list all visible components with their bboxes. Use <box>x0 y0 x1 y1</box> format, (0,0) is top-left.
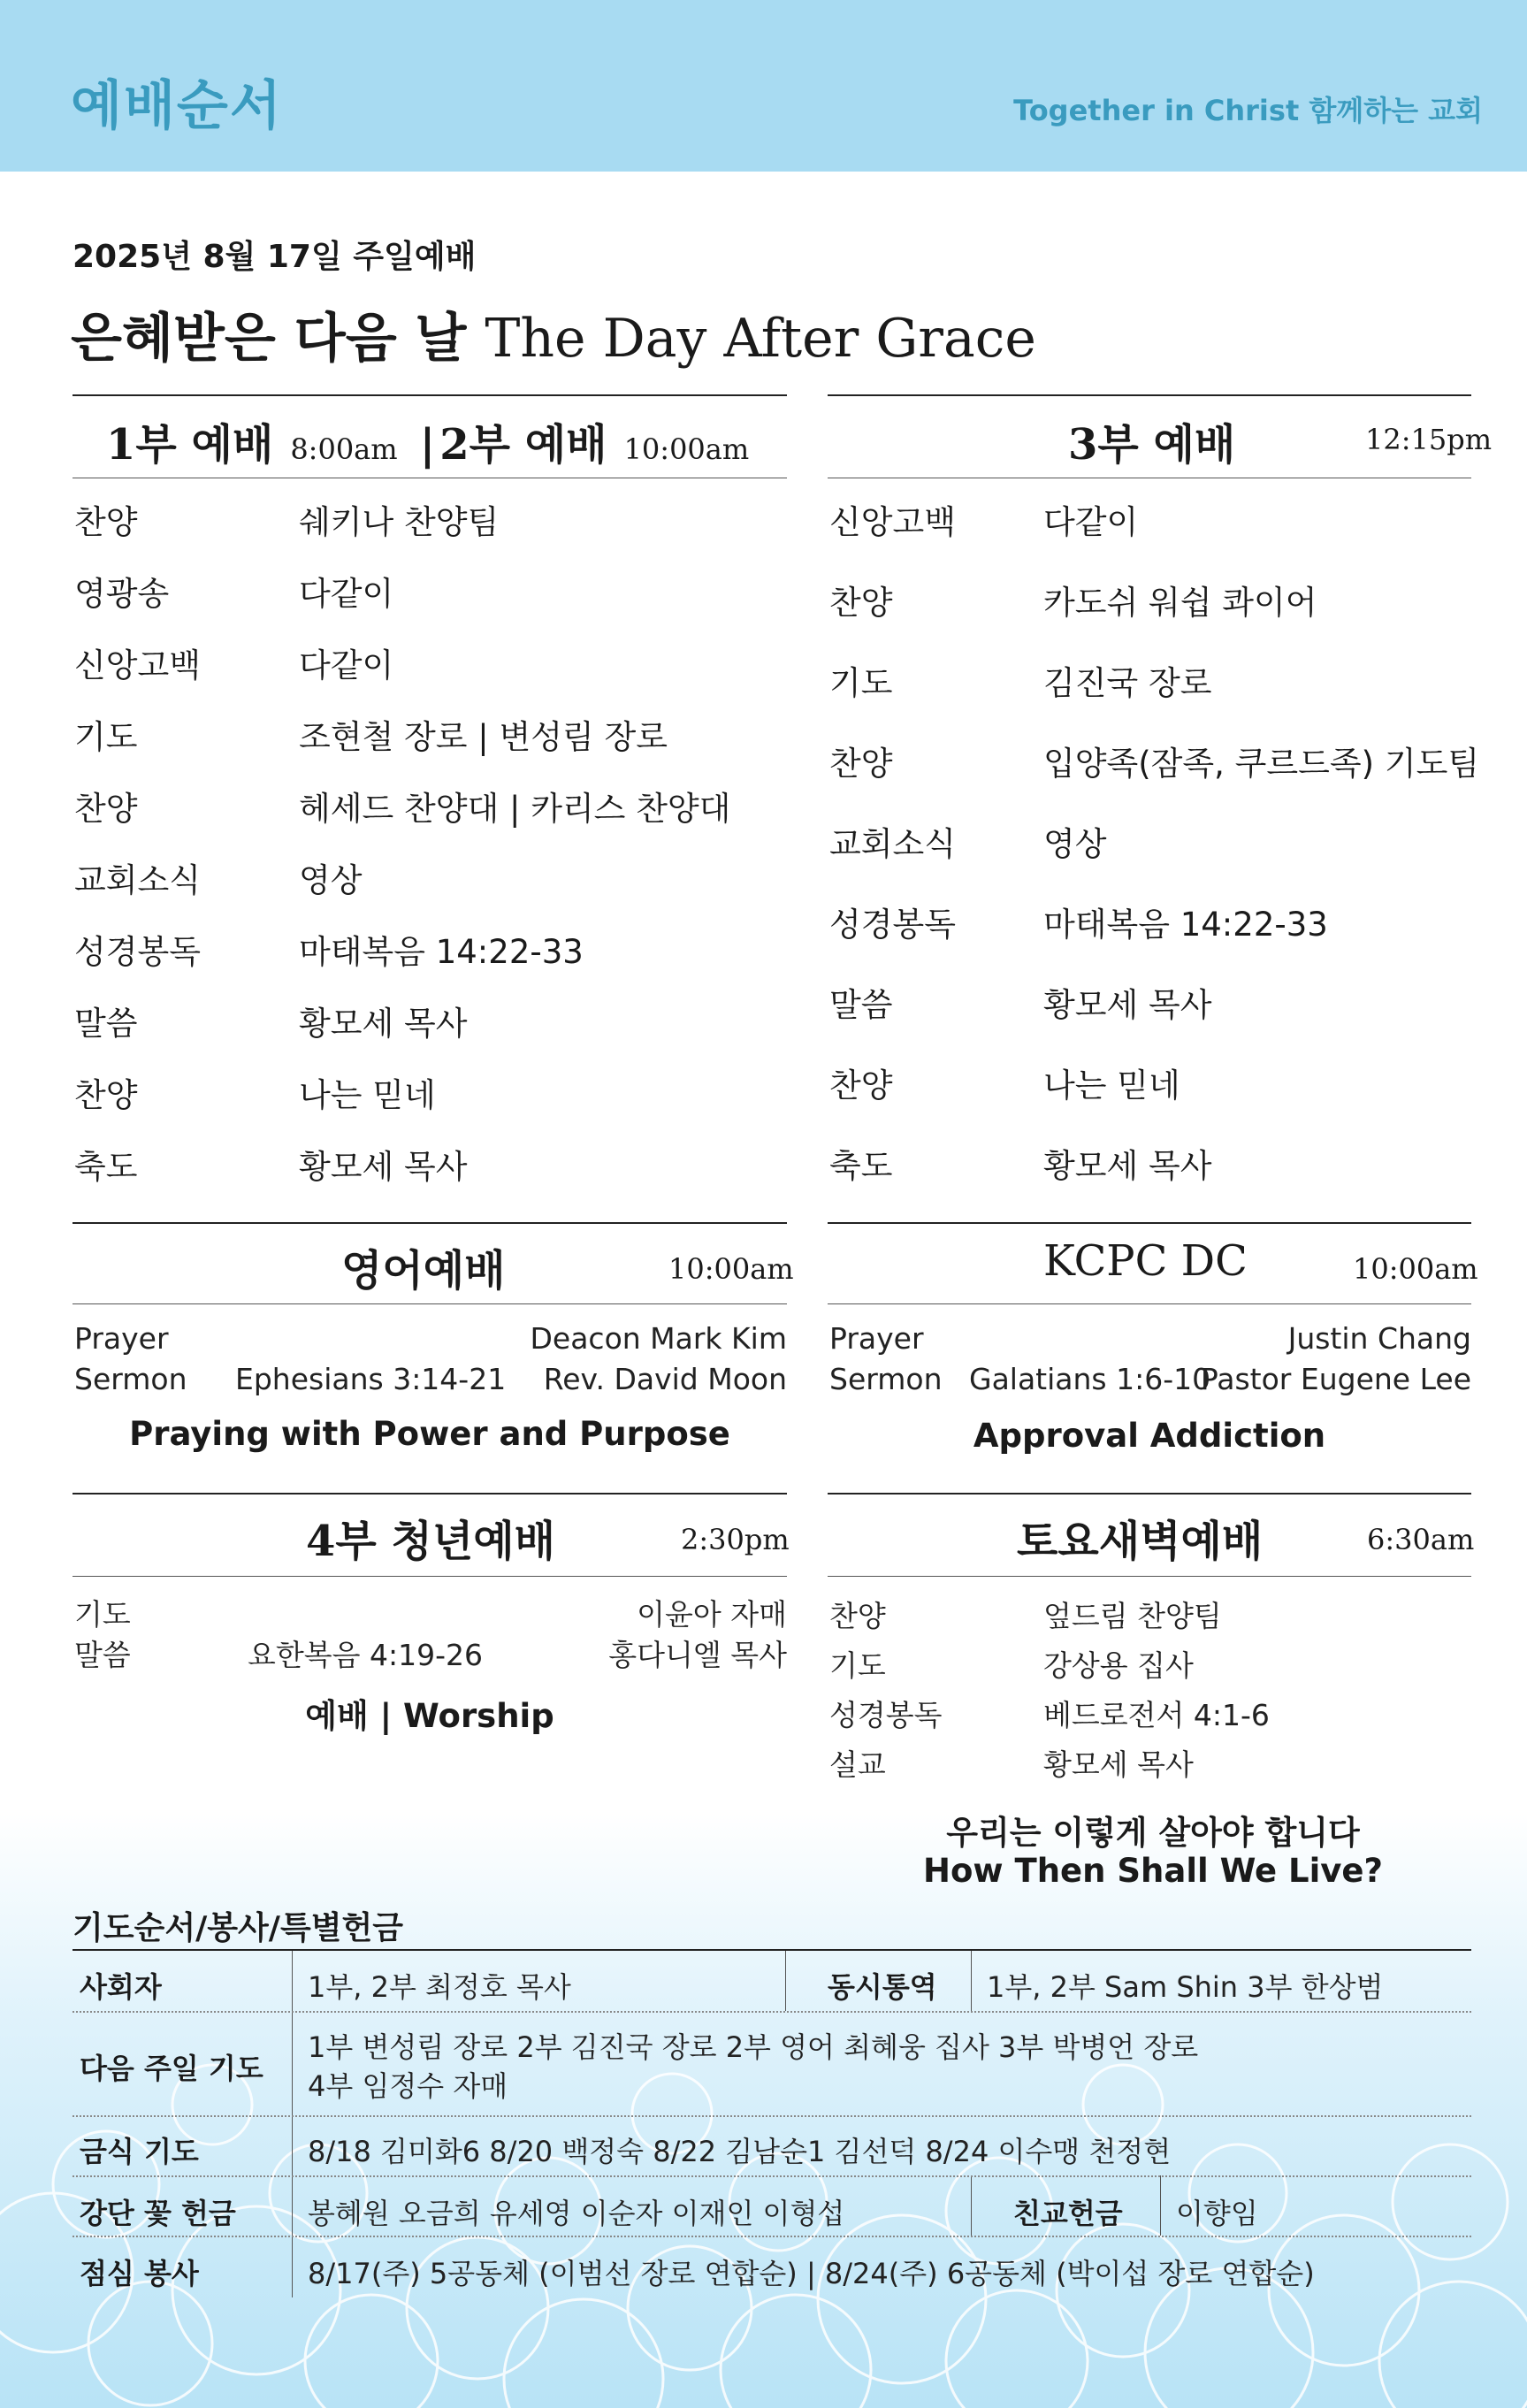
section-time: 8:00am <box>290 432 398 466</box>
section-separator: | <box>419 420 436 470</box>
section-name: 3부 예배 <box>1068 420 1236 470</box>
divider <box>828 1303 1471 1304</box>
item-label: 교회소식 <box>74 861 201 899</box>
header-tagline: Together in Christ 함께하는 교회 <box>1013 94 1483 127</box>
item-label: 찬양 <box>829 1599 886 1633</box>
row-divider <box>73 2011 1471 2013</box>
item-value: 조현철 장로 | 변성림 장로 <box>299 718 668 756</box>
lunch-service-label: 점심 봉사 <box>80 2257 199 2290</box>
table-top-rule <box>73 1949 1471 1951</box>
next-prayer-line1: 1부 변성림 장로 2부 김진국 장로 2부 영어 최혜웅 집사 3부 박병언 장로 <box>308 2030 1199 2064</box>
item-label: 교회소식 <box>829 825 956 863</box>
item-value: 마태복음 14:22-33 <box>299 933 584 971</box>
prayer-row <box>829 1321 1471 1357</box>
item-value: 나는 믿네 <box>299 1076 436 1114</box>
sermon-row <box>74 1362 787 1397</box>
divider <box>73 1576 787 1577</box>
altar-flower-value: 봉혜원 오금희 유세영 이순자 이재인 이형섭 <box>308 2197 845 2230</box>
item-label: 찬양 <box>829 1066 893 1105</box>
item-value: 다같이 <box>1043 503 1139 541</box>
row-divider <box>73 2175 1471 2177</box>
item-label: 성경봉독 <box>829 906 956 944</box>
table-column-divider <box>785 1951 786 2011</box>
next-prayer-line2: 4부 임정수 자매 <box>308 2069 508 2103</box>
section-name: 2부 예배 <box>439 420 607 470</box>
sermon-passage: Ephesians 3:14-21 <box>235 1362 507 1396</box>
assignments-title: 기도순서/봉사/특별헌금 <box>73 1910 404 1946</box>
item-label: 성경봉독 <box>829 1698 943 1732</box>
item-label: 성경봉독 <box>74 933 201 971</box>
item-label: 찬양 <box>829 584 893 622</box>
interpretation-label: 동시통역 <box>828 1970 937 2004</box>
service-date: 2025년 8월 17일 주일예배 <box>73 239 477 275</box>
item-label: 축도 <box>74 1148 138 1186</box>
item-label: 신앙고백 <box>74 646 201 684</box>
divider <box>828 1493 1471 1494</box>
section-time: 10:00am <box>1353 1252 1478 1286</box>
sermon-title <box>71 296 1036 372</box>
page-title: 예배순서 <box>71 75 283 137</box>
section-time-kcpc <box>1353 1252 1478 1286</box>
row-divider <box>73 2115 1471 2117</box>
item-value: 황모세 목사 <box>299 1005 468 1043</box>
section-name: 영어예배 <box>341 1246 506 1296</box>
fellowship-offering-value: 이향임 <box>1176 2197 1258 2230</box>
section-time-saturday <box>1367 1523 1474 1556</box>
section-time: 12:15pm <box>1365 423 1493 456</box>
row-value: Deacon Mark Kim <box>530 1321 787 1356</box>
host-label: 사회자 <box>80 1970 162 2004</box>
item-value: 영상 <box>1043 825 1107 863</box>
interpretation-value: 1부, 2부 Sam Shin 3부 한상범 <box>987 1970 1384 2004</box>
sermon-row <box>74 1632 787 1672</box>
section-time: 2:30pm <box>681 1523 790 1556</box>
item-value: 다같이 <box>299 646 394 684</box>
section-name: 토요새벽예배 <box>1017 1517 1264 1566</box>
section-time: 6:30am <box>1367 1523 1475 1556</box>
sermon-preacher: Pastor Eugene Lee <box>1200 1362 1471 1396</box>
sermon-row <box>829 1362 1471 1397</box>
item-value: 입양족(잠족, 쿠르드족) 기도팀 <box>1043 745 1480 783</box>
item-value: 나는 믿네 <box>1043 1066 1180 1105</box>
row-value: Justin Chang <box>1287 1321 1471 1356</box>
item-label: 기도 <box>829 664 893 702</box>
section-time: 10:00am <box>623 432 750 466</box>
sermon-title-english: The Day After Grace <box>485 308 1036 370</box>
section-header-kcpc <box>1043 1236 1248 1286</box>
divider <box>73 394 787 396</box>
row-label: 말씀 <box>74 1638 131 1672</box>
prayer-row <box>74 1321 787 1357</box>
item-label: 찬양 <box>74 503 138 541</box>
section-name: KCPC DC <box>1043 1236 1248 1286</box>
divider <box>828 1576 1471 1577</box>
next-prayer-label: 다음 주일 기도 <box>80 2052 263 2085</box>
fasting-prayer-value: 8/18 김미화6 8/20 백정숙 8/22 김남순1 김선덕 8/24 이수맹 천정현 <box>308 2135 1172 2168</box>
section-name: 4부 청년예배 <box>306 1517 555 1566</box>
item-value: 황모세 목사 <box>299 1148 468 1186</box>
item-value: 강상용 집사 <box>1043 1648 1194 1683</box>
fellowship-offering-label: 친교헌금 <box>1013 2197 1123 2230</box>
table-column-divider <box>1160 2175 1161 2236</box>
sermon-passage: 요한복음 4:19-26 <box>248 1638 484 1672</box>
section-header-saturday <box>1017 1507 1263 1568</box>
section-header-3 <box>1068 410 1235 471</box>
item-value: 김진국 장로 <box>1043 664 1212 702</box>
sermon-theme: Approval Addiction <box>973 1417 1326 1455</box>
item-label: 기도 <box>74 718 138 756</box>
section-name: 1부 예배 <box>106 420 274 470</box>
item-label: 영광송 <box>74 575 170 613</box>
row-label: 기도 <box>74 1597 131 1632</box>
sermon-theme: 예배 | Worship <box>305 1697 554 1735</box>
section-header-english <box>341 1236 505 1297</box>
bubble-pattern <box>0 1813 1527 2408</box>
sermon-passage: Galatians 1:6-10 <box>969 1362 1211 1396</box>
divider <box>828 1222 1471 1224</box>
item-value: 황모세 목사 <box>1043 1147 1212 1185</box>
prayer-row <box>74 1592 787 1632</box>
section-header-youth <box>306 1507 555 1568</box>
item-value: 영상 <box>299 861 363 899</box>
section-time-english <box>668 1252 794 1286</box>
row-label: Prayer <box>829 1321 924 1356</box>
item-label: 기도 <box>829 1648 886 1683</box>
section-time: 10:00am <box>668 1252 794 1286</box>
item-value: 마태복음 14:22-33 <box>1043 906 1328 944</box>
table-column-divider <box>971 2175 972 2236</box>
divider <box>73 1493 787 1494</box>
bottom-decoration <box>0 1813 1527 2408</box>
item-value: 쉐키나 찬양팀 <box>299 503 500 541</box>
table-column-divider <box>971 1951 972 2011</box>
item-value: 엎드림 찬양팀 <box>1043 1599 1222 1633</box>
sermon-theme: Praying with Power and Purpose <box>129 1415 730 1453</box>
altar-flower-label: 강단 꽃 헌금 <box>80 2197 236 2230</box>
divider <box>828 394 1471 396</box>
sermon-theme-korean: 우리는 이렇게 살아야 합니다 <box>946 1814 1360 1852</box>
section-header-1-2 <box>106 410 749 471</box>
item-label: 축도 <box>829 1147 893 1185</box>
section-time-youth <box>681 1523 790 1556</box>
item-value: 황모세 목사 <box>1043 986 1212 1024</box>
header-band <box>0 0 1527 172</box>
fasting-prayer-label: 금식 기도 <box>80 2135 199 2168</box>
divider <box>73 1303 787 1304</box>
item-label: 말씀 <box>829 986 893 1024</box>
sermon-theme-english: How Then Shall We Live? <box>923 1852 1383 1890</box>
host-value: 1부, 2부 최정호 목사 <box>308 1970 571 2004</box>
item-label: 찬양 <box>829 745 893 783</box>
item-label: 찬양 <box>74 1076 138 1114</box>
sermon-title-korean: 은혜받은 다음 날 <box>71 308 467 370</box>
item-value: 베드로전서 4:1-6 <box>1043 1698 1270 1732</box>
row-value: 이윤아 자매 <box>637 1597 787 1632</box>
item-value: 카도쉬 워쉽 콰이어 <box>1043 584 1317 622</box>
lunch-service-value: 8/17(주) 5공동체 (이범선 장로 연합순) | 8/24(주) 6공동체 (박이섭 장로 연합순) <box>308 2257 1315 2290</box>
row-label: Prayer <box>74 1321 169 1356</box>
divider <box>73 1222 787 1224</box>
item-value: 황모세 목사 <box>1043 1747 1194 1782</box>
item-label: 설교 <box>829 1747 886 1782</box>
row-label: Sermon <box>74 1362 187 1396</box>
item-value: 헤세드 찬양대 | 카리스 찬양대 <box>299 790 731 828</box>
item-value: 다같이 <box>299 575 394 613</box>
sermon-preacher: Rev. David Moon <box>543 1362 787 1396</box>
row-divider <box>73 2236 1471 2237</box>
section-time-3 <box>1365 423 1492 456</box>
item-label: 말씀 <box>74 1005 138 1043</box>
row-label: Sermon <box>829 1362 943 1396</box>
item-label: 신앙고백 <box>829 503 956 541</box>
item-label: 찬양 <box>74 790 138 828</box>
sermon-preacher: 홍다니엘 목사 <box>608 1638 787 1672</box>
table-column-divider <box>292 1951 293 2297</box>
